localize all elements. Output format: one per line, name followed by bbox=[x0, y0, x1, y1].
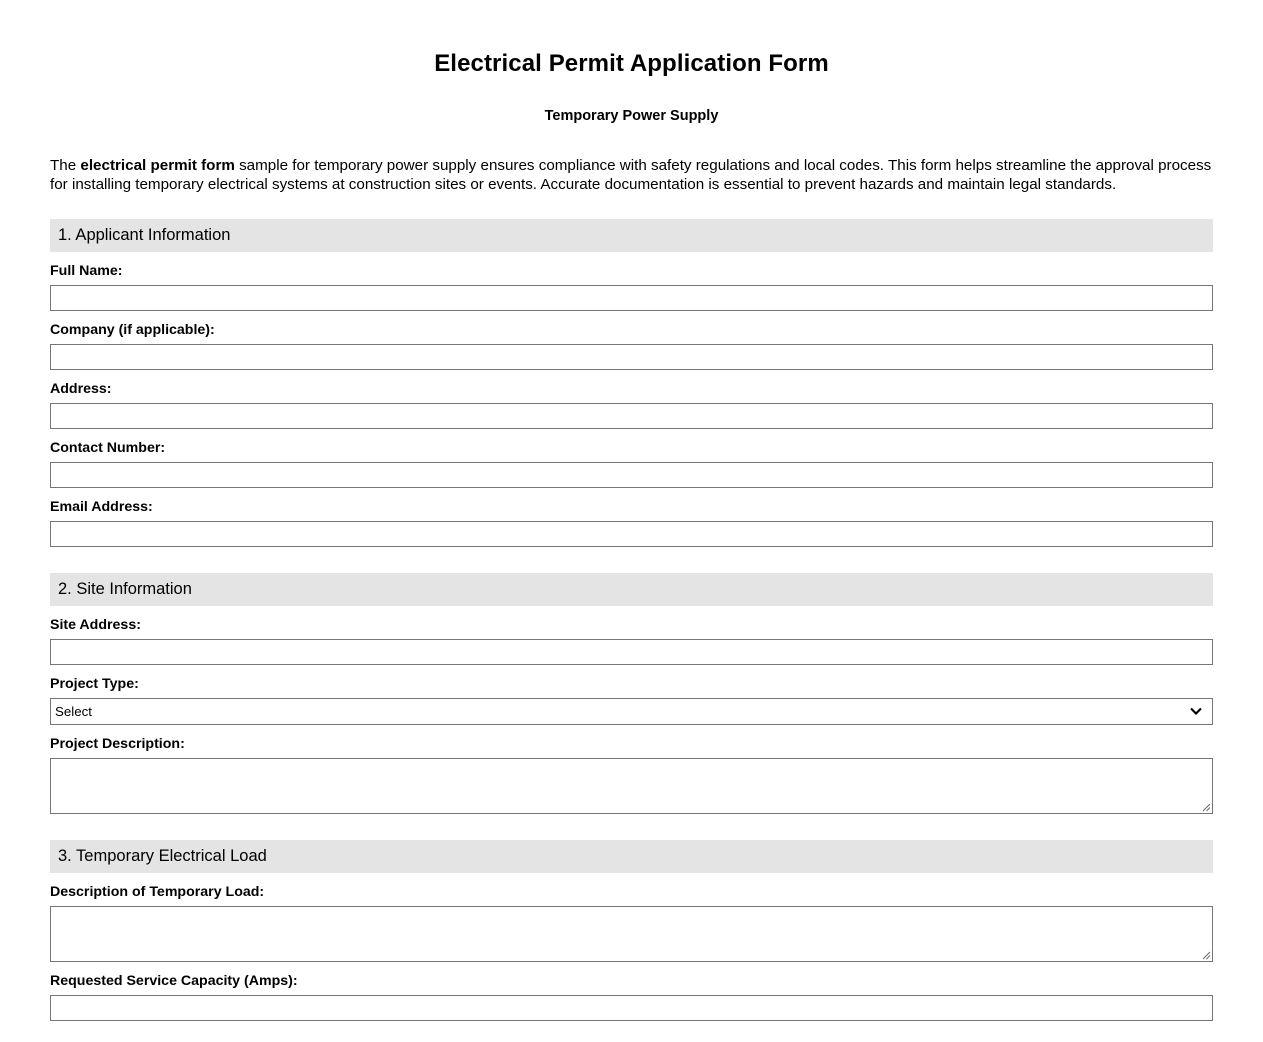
field-site-address bbox=[50, 617, 1213, 665]
label-contact-number: Contact Number: bbox=[50, 439, 166, 456]
field-company bbox=[50, 322, 1213, 370]
field-project-type bbox=[50, 676, 1213, 725]
input-contact-number[interactable] bbox=[50, 462, 1213, 488]
section-header-applicant-information: 1. Applicant Information bbox=[50, 219, 1213, 252]
input-email-address[interactable] bbox=[50, 521, 1213, 547]
field-project-description bbox=[50, 736, 1213, 814]
label-requested-service-capacity: Requested Service Capacity (Amps): bbox=[50, 972, 298, 989]
field-email-address bbox=[50, 499, 1213, 547]
project-type-select-wrapper bbox=[50, 698, 1213, 725]
intro-body: sample for temporary power supply ensures compliance with safety regulations and local codes. This form helps streamline the approval process for installing temporary electrical systems at construction sites or events. Accurate documentation is essential to prevent hazards and maintain legal standards. bbox=[50, 157, 1212, 193]
textarea-description-of-temporary-load[interactable] bbox=[50, 906, 1213, 962]
input-full-name[interactable] bbox=[50, 285, 1213, 311]
label-site-address: Site Address: bbox=[50, 616, 141, 633]
select-project-type[interactable] bbox=[50, 698, 1213, 725]
page-subtitle: Temporary Power Supply bbox=[544, 107, 719, 124]
field-requested-service-capacity bbox=[50, 973, 1213, 1021]
textarea-project-description[interactable] bbox=[50, 758, 1213, 814]
label-project-description: Project Description: bbox=[50, 735, 185, 752]
intro-emphasis: electrical permit form bbox=[80, 157, 235, 175]
field-address bbox=[50, 381, 1213, 429]
temporary-load-description-wrapper bbox=[50, 906, 1213, 962]
label-company: Company (if applicable): bbox=[50, 321, 215, 338]
field-description-of-temporary-load bbox=[50, 884, 1213, 962]
label-project-type: Project Type: bbox=[50, 675, 139, 692]
label-address: Address: bbox=[50, 380, 112, 397]
label-full-name: Full Name: bbox=[50, 262, 123, 279]
intro-paragraph bbox=[50, 125, 1213, 195]
project-description-wrapper bbox=[50, 758, 1213, 814]
input-site-address[interactable] bbox=[50, 639, 1213, 665]
label-email-address: Email Address: bbox=[50, 498, 153, 515]
input-address[interactable] bbox=[50, 403, 1213, 429]
field-full-name bbox=[50, 263, 1213, 311]
section-header-site-information: 2. Site Information bbox=[50, 573, 1213, 606]
section-header-temporary-electrical-load: 3. Temporary Electrical Load bbox=[50, 840, 1213, 873]
page-title: Electrical Permit Application Form bbox=[434, 50, 829, 77]
field-contact-number bbox=[50, 440, 1213, 488]
input-company[interactable] bbox=[50, 344, 1213, 370]
intro-lead: The bbox=[50, 157, 81, 175]
label-description-of-temporary-load: Description of Temporary Load: bbox=[50, 883, 265, 900]
input-requested-service-capacity[interactable] bbox=[50, 995, 1213, 1021]
